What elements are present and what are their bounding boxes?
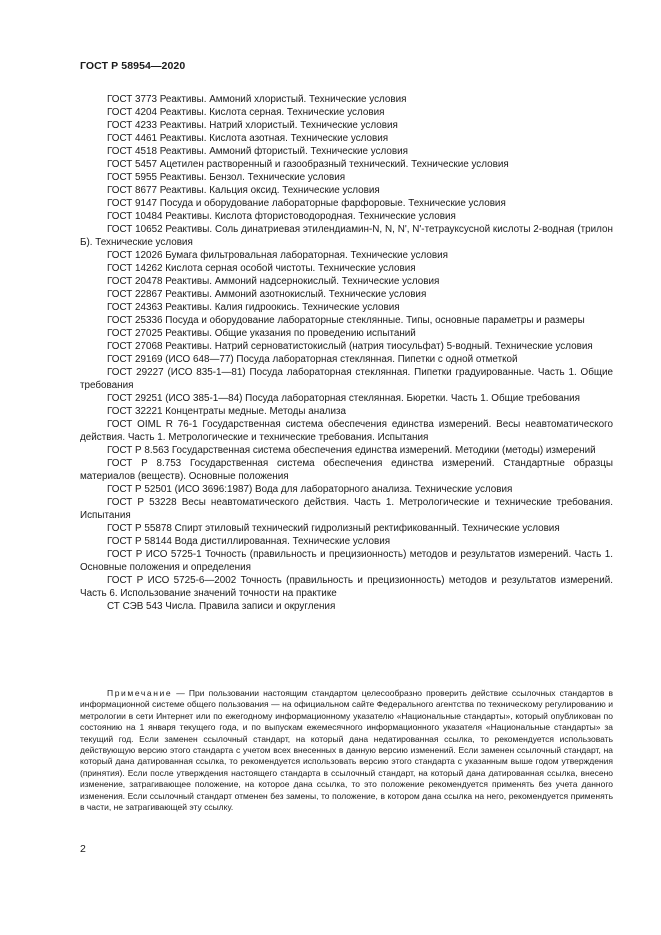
reference-item: ГОСТ 24363 Реактивы. Калия гидроокись. Технические условия (107, 302, 400, 313)
reference-item: ГОСТ Р ИСО 5725-6—2002 Точность (правильность и прецизионность) методов и результатов измерений. Часть 6. Использование значений точности на практике (80, 575, 613, 599)
note-label: Примечание (107, 688, 173, 698)
reference-item: ГОСТ 4233 Реактивы. Натрий хлористый. Технические условия (107, 120, 398, 131)
reference-item: ГОСТ 32221 Концентраты медные. Методы анализа (107, 406, 346, 417)
reference-item: ГОСТ 4204 Реактивы. Кислота серная. Технические условия (107, 107, 385, 118)
note-text: — При пользовании настоящим стандартом целесообразно проверить действие ссылочных стандартов в информационной системе общего пользования — на официальном сайте Федерального агентства по техническому регулированию и метрологии в сети Интернет или по ежегодному информационному указателю «Национальные стандарты», который опубликован по состоянию на 1 января текущего года, и по выпускам ежемесячного информационного указателя «Национальные стандарты» за текущий год. Если заменен ссылочный стандарт, на который дана недатированная ссылка, то рекомендуется использовать действующую версию этого стандарта с учетом всех внесенных в данную версию изменений. Если заменен ссылочный стандарт, на который дана датированная ссылка, то рекомендуется использовать версию этого стандарта с указанным выше годом утверждения (принятия). Если после утверждения настоящего стандарта в ссылочный стандарт, на который дана датированная ссылка, внесено изменение, затрагивающее положение, на которое дана ссылка, то это положение рекомендуется применять без учета данного изменения. Если ссылочный стандарт отменен без замены, то положение, в котором дана ссылка на него, рекомендуется применять в части, не затрагивающей эту ссылку. (80, 688, 613, 813)
reference-item: ГОСТ 10652 Реактивы. Соль динатриевая этилендиамин-N, N, N', N'-тетрауксусной кислоты 2-водная (трилон Б). Технические условия (80, 224, 613, 248)
reference-item: ГОСТ 4461 Реактивы. Кислота азотная. Технические условия (107, 133, 389, 144)
reference-item: ГОСТ 3773 Реактивы. Аммоний хлористый. Технические условия (107, 94, 407, 105)
document-header: ГОСТ Р 58954—2020 (80, 60, 186, 72)
normative-references-list (80, 93, 613, 613)
reference-item: ГОСТ 29227 (ИСО 835-1—81) Посуда лабораторная стеклянная. Пипетки градуированные. Часть 1. Общие требования (80, 367, 613, 391)
reference-item: ГОСТ 22867 Реактивы. Аммоний азотнокислый. Технические условия (107, 289, 427, 300)
reference-item: СТ СЭВ 543 Числа. Правила записи и округления (107, 601, 336, 612)
reference-item: ГОСТ 12026 Бумага фильтровальная лабораторная. Технические условия (107, 250, 448, 261)
reference-item: ГОСТ Р 53228 Весы неавтоматического действия. Часть 1. Метрологические и технические требования. Испытания (80, 497, 613, 521)
reference-item: ГОСТ Р 55878 Спирт этиловый технический гидролизный ректификованный. Технические условия (107, 523, 560, 534)
reference-item: ГОСТ 20478 Реактивы. Аммоний надсернокислый. Технические условия (107, 276, 440, 287)
reference-item: ГОСТ 4518 Реактивы. Аммоний фтористый. Технические условия (107, 146, 409, 157)
reference-item: ГОСТ Р 52501 (ИСО 3696:1987) Вода для лабораторного анализа. Технические условия (107, 484, 513, 495)
reference-item: ГОСТ Р 8.563 Государственная система обеспечения единства измерений. Методики (методы) измерений (107, 445, 596, 456)
reference-item: ГОСТ Р 8.753 Государственная система обеспечения единства измерений. Стандартные образцы материалов (веществ). Основные положения (80, 458, 613, 482)
page-number: 2 (80, 843, 86, 855)
reference-item: ГОСТ 29169 (ИСО 648—77) Посуда лабораторная стеклянная. Пипетки с одной отметкой (107, 354, 518, 365)
note-paragraph (80, 688, 613, 813)
reference-item: ГОСТ 9147 Посуда и оборудование лабораторные фарфоровые. Технические условия (107, 198, 506, 209)
reference-item: ГОСТ 29251 (ИСО 385-1—84) Посуда лабораторная стеклянная. Бюретки. Часть 1. Общие требования (107, 393, 580, 404)
reference-item: ГОСТ 27068 Реактивы. Натрий серноватистокислый (натрия тиосульфат) 5-водный. Технические условия (107, 341, 593, 352)
reference-item: ГОСТ 14262 Кислота серная особой чистоты. Технические условия (107, 263, 416, 274)
reference-item: ГОСТ 8677 Реактивы. Кальция оксид. Технические условия (107, 185, 380, 196)
reference-item: ГОСТ OIML R 76-1 Государственная система обеспечения единства измерений. Весы неавтоматического действия. Часть 1. Метрологические и технические требования. Испытания (80, 419, 613, 443)
reference-item: ГОСТ 25336 Посуда и оборудование лабораторные стеклянные. Типы, основные параметры и размеры (107, 315, 585, 326)
reference-item: ГОСТ 5457 Ацетилен растворенный и газообразный технический. Технические условия (107, 159, 509, 170)
reference-item: ГОСТ 5955 Реактивы. Бензол. Технические условия (107, 172, 346, 183)
reference-item: ГОСТ 10484 Реактивы. Кислота фтористоводородная. Технические условия (107, 211, 456, 222)
reference-item: ГОСТ Р ИСО 5725-1 Точность (правильность и прецизионность) методов и результатов измерений. Часть 1. Основные положения и определения (80, 549, 613, 573)
reference-item: ГОСТ Р 58144 Вода дистиллированная. Технические условия (107, 536, 391, 547)
reference-item: ГОСТ 27025 Реактивы. Общие указания по проведению испытаний (107, 328, 416, 339)
